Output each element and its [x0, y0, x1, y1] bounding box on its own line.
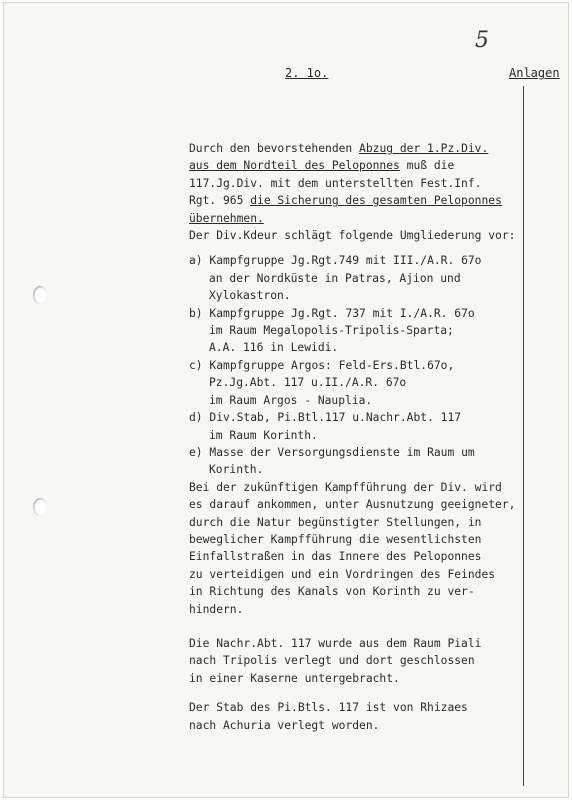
list-line: Korinth. [209, 463, 264, 477]
list-line: im Raum Megalopolis-Tripolis-Sparta; [209, 324, 454, 338]
intro-line [189, 210, 529, 227]
list-line: im Raum Argos - Nauplia. [209, 393, 373, 407]
paragraph-3 [189, 699, 529, 734]
list-text: Kampfgruppe Argos: Feld-Ers.Btl.67o, [209, 358, 455, 372]
document-page [3, 2, 569, 798]
paragraph-line: nach Achuria verlegt worden. [189, 718, 380, 732]
paragraph-line: Der Stab des Pi.Btls. 117 ist von Rhizaes [189, 701, 468, 715]
document-body [189, 140, 529, 734]
paragraph-line: durch die Natur begünstigter Stellungen, in [189, 515, 482, 529]
list-line [189, 444, 529, 461]
list-line [189, 252, 529, 269]
margin-heading-anlagen: Anlagen [509, 66, 560, 80]
spacer [189, 618, 529, 635]
date-heading: 2. 1o. [285, 66, 329, 80]
underlined-text: die Sicherung des gesamten Peloponnes [250, 194, 502, 208]
list-line: an der Nordküste in Patras, Ajion und [209, 271, 461, 285]
paragraph-line: Bei der zukünftigen Kampfführung der Div. wird [189, 480, 502, 494]
list-item-e [189, 444, 529, 479]
spacer [189, 244, 529, 252]
list-line [189, 409, 529, 426]
underlined-text: übernehmen. [189, 211, 264, 225]
list-marker: d) [189, 411, 203, 425]
intro-line [189, 140, 529, 157]
list-marker: e) [189, 445, 203, 459]
paragraph-line: beweglicher Kampfführung die wesentlichsten [189, 532, 482, 546]
paragraph-line: in Richtung des Kanals von Korinth zu ver- [189, 585, 475, 599]
paragraph-2 [189, 635, 529, 687]
list-line: Xylokastron. [209, 289, 291, 303]
text-run: Rgt. 965 [189, 194, 251, 208]
list-text: Kampfgruppe Jg.Rgt.749 mit III./A.R. 67o [209, 254, 482, 268]
intro-line: Der Div.Kdeur schlägt folgende Umgliederung vor: [189, 229, 516, 243]
list-text: Masse der Versorgungsdienste im Raum um [209, 445, 475, 459]
paragraph-1 [189, 479, 529, 618]
intro-line [189, 192, 529, 209]
paragraph-line: hindern. [189, 602, 244, 616]
intro-line [189, 157, 529, 174]
paragraph-line: zu verteidigen und ein Vordringen des Feindes [189, 567, 496, 581]
paragraph-line: in einer Kaserne untergebracht. [189, 671, 400, 685]
list-marker: b) [189, 306, 203, 320]
punch-hole [33, 498, 47, 516]
list-item-b [189, 305, 529, 357]
underlined-text: aus dem Nordteil des Peloponnes [189, 159, 400, 173]
text-run: muß die [399, 159, 455, 173]
paragraph-line: Einfallstraßen in das Innere des Peloponnes [189, 550, 482, 564]
list-line: A.A. 116 in Lewidi. [209, 341, 339, 355]
list-item-a [189, 252, 529, 304]
list-item-c [189, 357, 529, 409]
paragraph-line: nach Tripolis verlegt und dort geschlossen [189, 654, 475, 668]
list-line [189, 305, 529, 322]
intro-line: 117.Jg.Div. mit dem unterstellten Fest.Inf. [189, 176, 482, 190]
paragraph-line: Die Nachr.Abt. 117 wurde aus dem Raum Piali [189, 636, 482, 650]
paragraph-line: es darauf ankommen, unter Ausnutzung geeigneter, [189, 498, 516, 512]
list-line: im Raum Korinth. [209, 428, 318, 442]
list-line: Pz.Jg.Abt. 117 u.II./A.R. 67o [209, 376, 407, 390]
list-line [189, 357, 529, 374]
text-run: Durch den bevorstehenden [189, 142, 360, 155]
list-text: Div.Stab, Pi.Btl.117 u.Nachr.Abt. 117 [209, 411, 462, 425]
punch-hole [33, 286, 47, 304]
underlined-text: Abzug der 1.Pz.Div. [359, 142, 489, 155]
list-text: Kampfgruppe Jg.Rgt. 737 mit I./A.R. 67o [209, 306, 475, 320]
spacer [189, 687, 529, 699]
page-number: 5 [475, 28, 489, 53]
list-marker: c) [189, 358, 203, 372]
list-item-d [189, 409, 529, 444]
list-marker: a) [189, 254, 203, 268]
